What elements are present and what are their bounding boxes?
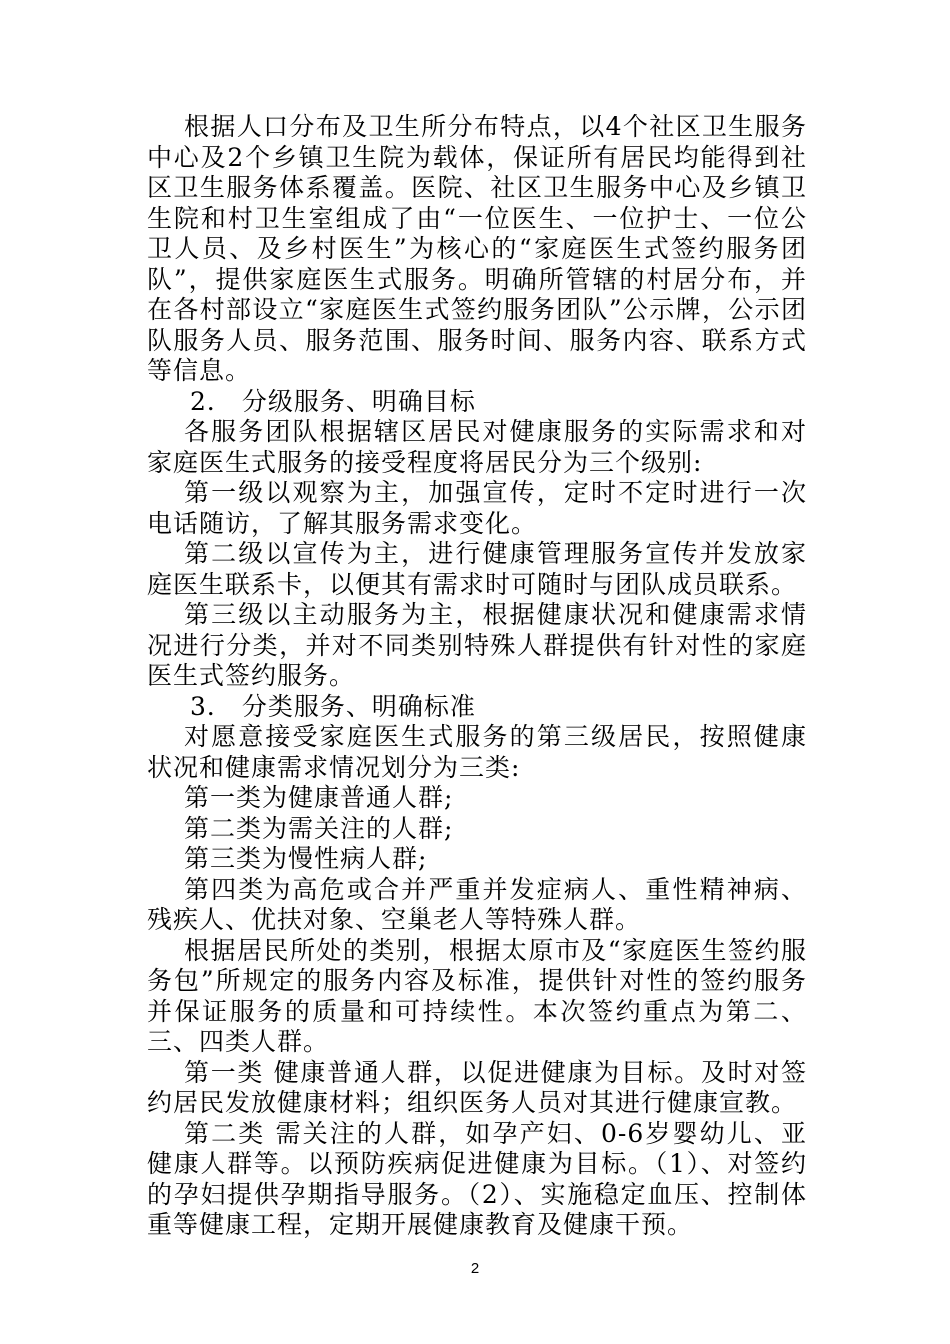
paragraph: 第一类为健康普通人群; xyxy=(184,783,454,812)
paragraph: 第一级以观察为主，加强宣传，定时不定时进行一次电话随访，了解其服务需求变化。 xyxy=(147,478,807,538)
paragraph: 对愿意接受家庭医生式服务的第三级居民，按照健康状况和健康需求情况划分为三类: xyxy=(147,722,807,782)
section-heading: 2． 分级服务、明确目标 xyxy=(190,386,476,416)
paragraph: 第三类为慢性病人群; xyxy=(184,844,428,873)
paragraph: 根据人口分布及卫生所分布特点，以4个社区卫生服务中心及2个乡镇卫生院为载体，保证所有居民均能得到社区卫生服务体系覆盖。医院、社区卫生服务中心及乡镇卫生院和村卫生室组成了由“一位医生、一位护士、一位公卫人员、及乡村医生”为核心的“家庭医生式签约服务团队”，提供家庭医生式服务。明确所管辖的村居分布，并在各村部设立“家庭医生式签约服务团队”公示牌，公示团队服务人员、服务范围、服务时间、服务内容、联系方式等信息。 xyxy=(147,112,807,385)
paragraph: 第三级以主动服务为主，根据健康状况和健康需求情况进行分类，并对不同类别特殊人群提供有针对性的家庭医生式签约服务。 xyxy=(147,600,807,690)
paragraph: 各服务团队根据辖区居民对健康服务的实际需求和对家庭医生式服务的接受程度将居民分为三个级别: xyxy=(147,417,807,477)
document-body xyxy=(147,112,807,1241)
page-number: 2 xyxy=(470,1260,480,1277)
paragraph: 第二级以宣传为主，进行健康管理服务宣传并发放家庭医生联系卡，以便其有需求时可随时与团队成员联系。 xyxy=(147,539,807,599)
section-heading: 3． 分类服务、明确标准 xyxy=(190,691,476,721)
paragraph: 根据居民所处的类别，根据太原市及“家庭医生签约服务包”所规定的服务内容及标准，提供针对性的签约服务并保证服务的质量和可持续性。本次签约重点为第二、三、四类人群。 xyxy=(147,935,807,1056)
paragraph: 第一类 健康普通人群，以促进健康为目标。及时对签约居民发放健康材料；组织医务人员对其进行健康宣教。 xyxy=(147,1057,807,1117)
paragraph: 第二类 需关注的人群，如孕产妇、0-6岁婴幼儿、亚健康人群等。以预防疾病促进健康为目标。（1）、对签约的孕妇提供孕期指导服务。（2）、实施稳定血压、控制体重等健康工程，定期开展健康教育及健康干预。 xyxy=(147,1118,807,1239)
paragraph: 第二类为需关注的人群; xyxy=(184,813,454,843)
paragraph: 第四类为高危或合并严重并发症病人、重性精神病、残疾人、优扶对象、空巢老人等特殊人群。 xyxy=(147,874,807,934)
